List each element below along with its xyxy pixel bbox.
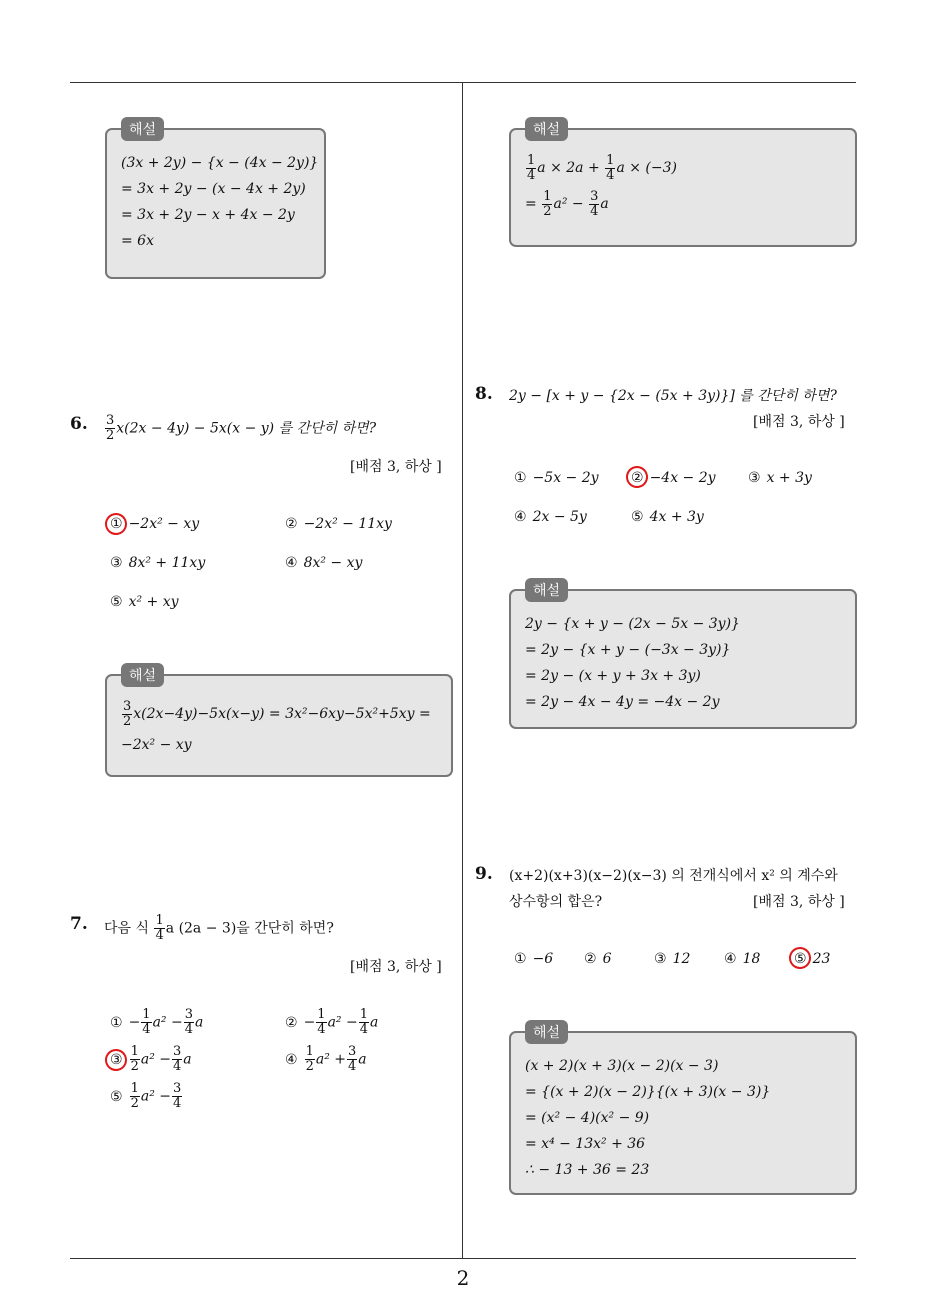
- choice-8-2[interactable]: ② −4x − 2y: [631, 470, 716, 486]
- solution-line: = $\frac{1}{2}$ a² − $\frac{3}{4}$ a: [525, 188, 609, 219]
- solution-line: = {(x + 2)(x − 2)}{(x + 3)(x − 3)}: [525, 1084, 771, 1100]
- solution-line: −2x² − xy: [121, 737, 192, 753]
- solution-box-q9: [509, 1025, 857, 1195]
- solution-line: (x + 2)(x + 3)(x − 2)(x − 3): [525, 1058, 719, 1074]
- choice-9-2[interactable]: ② 6: [584, 951, 612, 967]
- column-divider: [462, 83, 463, 1258]
- choice-6-2[interactable]: ② −2x² − 11xy: [285, 516, 392, 532]
- bottom-rule: [70, 1258, 856, 1259]
- solution-tag: 해설: [121, 117, 164, 141]
- solution-box-q5: [105, 122, 326, 279]
- choice-8-4[interactable]: ④ 2x − 5y: [514, 509, 587, 525]
- top-rule: [70, 82, 856, 83]
- choice-9-3[interactable]: ③ 12: [654, 951, 691, 967]
- question-7-text: 다음 식 $\frac{1}{4}$ a (2a − 3)을 간단히 하면?: [104, 913, 334, 943]
- solution-line: $\frac{3}{2}$ x(2x−4y)−5x(x−y) = 3x²−6xy−5x²+5xy =: [123, 698, 431, 729]
- choice-7-2[interactable]: ② − $\frac{1}{4}$ a² − $\frac{1}{4}$ a: [285, 1007, 379, 1037]
- solution-box-q6: [105, 668, 453, 777]
- solution-line: $\frac{1}{4}$ a × 2a + $\frac{1}{4}$ a × (−3): [527, 152, 677, 183]
- solution-line: ∴ − 13 + 36 = 23: [525, 1162, 650, 1178]
- question-9-score: [배점 3, 하상 ]: [753, 894, 845, 910]
- choice-7-5[interactable]: ⑤ $\frac{1}{2}$ a² − $\frac{3}{4}$: [110, 1081, 182, 1111]
- choice-8-3[interactable]: ③ x + 3y: [748, 470, 812, 486]
- choice-9-1[interactable]: ① −6: [514, 951, 554, 967]
- question-number-6: 6.: [70, 414, 88, 434]
- solution-line: = (x² − 4)(x² − 9): [525, 1110, 650, 1126]
- solution-tag: 해설: [525, 117, 568, 141]
- fraction: $\frac{3}{2}$: [106, 413, 115, 443]
- question-number-9: 9.: [475, 864, 493, 884]
- solution-tag: 해설: [525, 578, 568, 602]
- solution-line: = 3x + 2y − x + 4x − 2y: [121, 207, 295, 223]
- question-6-text: $\frac{3}{2}$ x(2x − 4y) − 5x(x − y) 를 간단히 하면?: [106, 413, 377, 443]
- solution-line: = 2y − 4x − 4y = −4x − 2y: [525, 694, 720, 710]
- fraction: $\frac{1}{4}$: [155, 913, 164, 943]
- choice-8-5[interactable]: ⑤ 4x + 3y: [631, 509, 704, 525]
- solution-tag: 해설: [121, 663, 164, 687]
- solution-line: = 2y − (x + y + 3x + 3y): [525, 668, 701, 684]
- question-9-text-line1: (x+2)(x+3)(x−2)(x−3) 의 전개식에서 x² 의 계수와: [509, 868, 838, 884]
- choice-6-5[interactable]: ⑤ x² + xy: [110, 594, 179, 610]
- choice-9-4[interactable]: ④ 18: [724, 951, 761, 967]
- solution-line: = 6x: [121, 233, 154, 249]
- solution-line: = 3x + 2y − (x − 4x + 2y): [121, 181, 306, 197]
- solution-box-q8: [509, 583, 857, 729]
- question-8-text: 2y − [x + y − {2x − (5x + 3y)}] 를 간단히 하면?: [509, 388, 837, 404]
- solution-line: (3x + 2y) − {x − (4x − 2y)}: [121, 155, 319, 171]
- solution-line: = 2y − {x + y − (−3x − 3y)}: [525, 642, 731, 658]
- fraction: $\frac{3}{2}$: [123, 698, 132, 729]
- question-6-score: [배점 3, 하상 ]: [350, 459, 442, 475]
- choice-6-1[interactable]: ① −2x² − xy: [110, 516, 200, 532]
- page-number: 2: [456, 1266, 470, 1290]
- choice-8-1[interactable]: ① −5x − 2y: [514, 470, 599, 486]
- solution-line: = x⁴ − 13x² + 36: [525, 1136, 646, 1152]
- choice-7-3[interactable]: ③ $\frac{1}{2}$ a² − $\frac{3}{4}$ a: [110, 1044, 192, 1074]
- question-9-text-line2: 상수항의 합은?: [509, 894, 603, 910]
- solution-box-q7: [509, 122, 857, 247]
- choice-6-4[interactable]: ④ 8x² − xy: [285, 555, 363, 571]
- question-7-score: [배점 3, 하상 ]: [350, 959, 442, 975]
- choice-9-5[interactable]: ⑤ 23: [794, 951, 831, 967]
- choice-7-1[interactable]: ① − $\frac{1}{4}$ a² − $\frac{3}{4}$ a: [110, 1007, 204, 1037]
- choice-6-3[interactable]: ③ 8x² + 11xy: [110, 555, 206, 571]
- question-number-8: 8.: [475, 384, 493, 404]
- choice-7-4[interactable]: ④ $\frac{1}{2}$ a² + $\frac{3}{4}$ a: [285, 1044, 367, 1074]
- question-number-7: 7.: [70, 914, 88, 934]
- solution-tag: 해설: [525, 1020, 568, 1044]
- solution-line: 2y − {x + y − (2x − 5x − 3y)}: [525, 616, 740, 632]
- question-8-score: [배점 3, 하상 ]: [753, 414, 845, 430]
